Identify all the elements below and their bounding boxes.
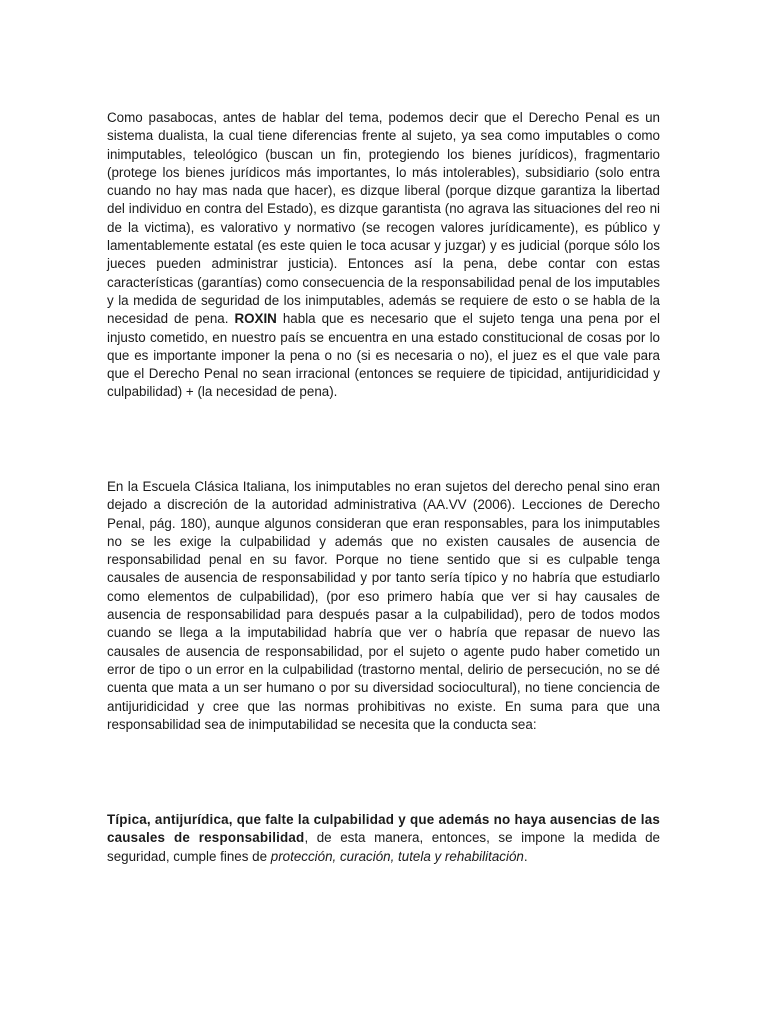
conclusion-text-1: , de esta manera, entonces, se impone la medida de seguridad, cumple fines de	[107, 830, 660, 864]
conclusion-bold-text: Típica, antijurídica, que falte la culpabilidad y que además no haya ausencias de las causales de responsabilidad	[107, 812, 660, 846]
paragraph-escuela-clasica	[107, 478, 660, 734]
conclusion-text-2: .	[523, 848, 528, 864]
paragraph-intro	[107, 109, 660, 402]
conclusion-italic-text: protección, curación, tutela y rehabilitación	[270, 848, 524, 864]
author-roxin: ROXIN	[234, 311, 277, 327]
paragraph-escuela-clasica-text: En la Escuela Clásica Italiana, los inimputables no eran sujetos del derecho penal sino eran dejado a discreción de la autoridad administrativa (AA.VV (2006). Lecciones de Derecho Penal, pág. 180), aunque algunos consideran que eran responsables, para los inimputables no se les exige la culpabilidad y además que no existen causales de ausencia de responsabilidad penal en su favor. Porque no tiene sentido que si es culpable tenga causales de ausencia de responsabilidad y por tanto sería típico y no habría que estudiarlo como elementos de culpabilidad), (por eso primero había que ver si hay causales de ausencia de responsabilidad para después pasar a la culpabilidad), pero de todos modos cuando se llega a la imputabilidad habría que ver o habría que repasar de nuevo las causales de ausencia de responsabilidad, por el sujeto o agente pudo haber cometido un error de tipo o un error en la culpabilidad (trastorno mental, delirio de persecución, no se dé cuenta que mata a un ser humano o por su diversidad sociocultural), no tiene conciencia de antijuridicidad y cree que las normas prohibitivas no existe. En suma para que una responsabilidad sea de inimputabilidad se necesita que la conducta sea:	[107, 479, 660, 732]
paragraph-intro-text-1: Como pasabocas, antes de hablar del tema, podemos decir que el Derecho Penal es un sistema dualista, la cual tiene diferencias frente al sujeto, ya sea como imputables o como inimputables, teleológico (buscan un fin, protegiendo los bienes jurídicos), fragmentario (protege los bienes jurídicos más importantes, lo más intolerables), subsidiario (solo entra cuando no hay mas nada que hacer), es dizque liberal (porque dizque garantiza la libertad del individuo en contra del Estado), es dizque garantista (no agrava las situaciones del reo ni de la victima), es valorativo y normativo (se recogen valores jurídicamente), es público y lamentablemente estatal (es este quien le toca acusar y juzgar) y es judicial (porque sólo los jueces pueden administrar justicia). Entonces así la pena, debe contar con estas características (garantías) como consecuencia de la responsabilidad penal de los imputables y la medida de seguridad de los inimputables, además se requiere de esto o se habla de la necesidad de pena.	[107, 110, 660, 327]
paragraph-conclusion	[107, 811, 660, 866]
paragraph-intro-text-2: habla que es necesario que el sujeto tenga una pena por el injusto cometido, en nuestro país se encuentra en una estado constitucional de cosas por lo que es importante imponer la pena o no (si es necesaria o no), el juez es el que vale para que el Derecho Penal no sean irracional (entonces se requiere de tipicidad, antijuridicidad y culpabilidad) + (la necesidad de pena).	[107, 311, 660, 400]
